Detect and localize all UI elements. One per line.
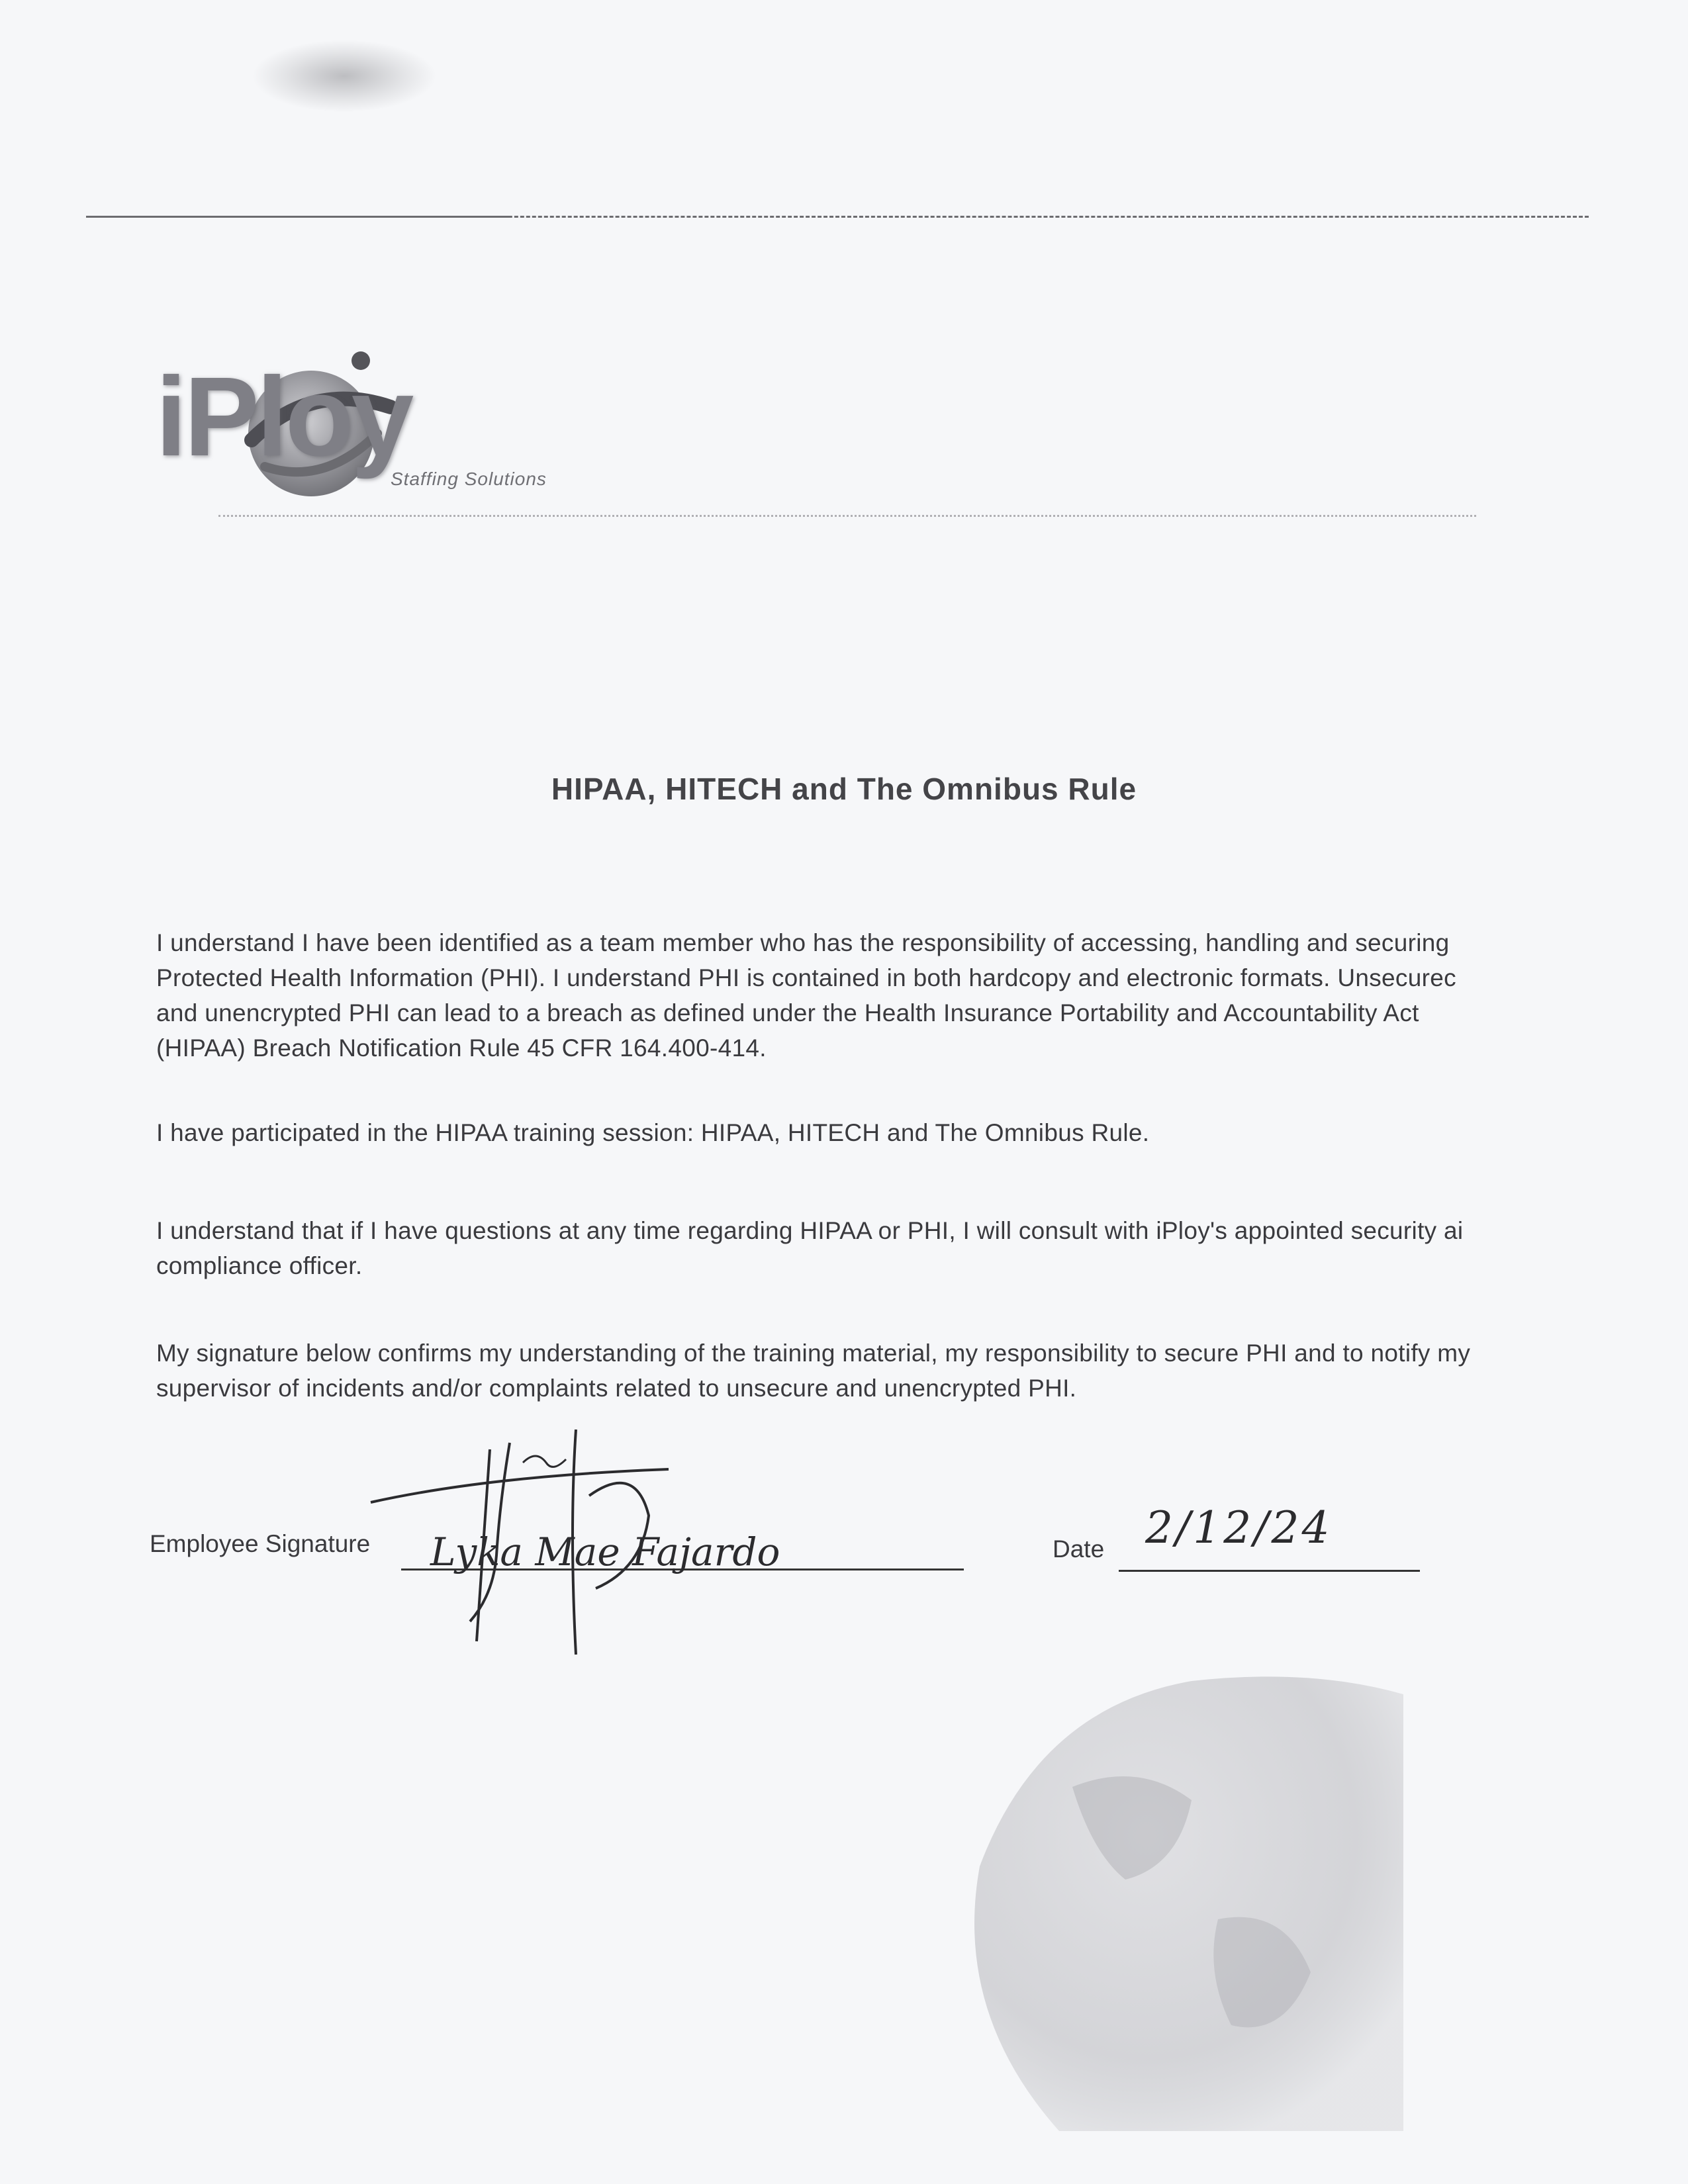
logo-divider bbox=[218, 515, 1476, 517]
date-line bbox=[1119, 1570, 1420, 1572]
document-title: HIPAA, HITECH and The Omnibus Rule bbox=[551, 772, 1137, 806]
signature-printed-name: Lyka Mae Fajardo bbox=[430, 1529, 780, 1574]
logo-wordmark: iPloy bbox=[156, 354, 412, 480]
employee-signature-label: Employee Signature bbox=[150, 1530, 371, 1557]
paragraph-line: I have participated in the HIPAA training session: HIPAA, HITECH and The Omnibus Rule. bbox=[156, 1119, 1150, 1146]
paragraph-training bbox=[156, 1115, 1679, 1150]
paragraph-line: My signature below confirms my understanding of the training material, my responsibility to secure PHI and to notify my bbox=[156, 1340, 1471, 1367]
logo-tagline: Staffing Solutions bbox=[391, 469, 547, 489]
handwritten-date: 2/12/24 bbox=[1145, 1502, 1333, 1553]
globe-watermark-icon bbox=[940, 1668, 1403, 2148]
paragraph-line: compliance officer. bbox=[156, 1252, 363, 1279]
paragraph-line: I understand I have been identified as a team member who has the responsibility of accessing, handling and securing bbox=[156, 929, 1450, 956]
paragraph-responsibility bbox=[156, 925, 1679, 1066]
date-label: Date bbox=[1053, 1535, 1105, 1563]
handwritten-signature bbox=[357, 1423, 821, 1664]
scan-smudge bbox=[252, 40, 437, 113]
paragraph-line: supervisor of incidents and/or complaints related to unsecure and unencrypted PHI. bbox=[156, 1375, 1077, 1402]
paragraph-line: I understand that if I have questions at any time regarding HIPAA or PHI, I will consult with iPloy's appointed security ai bbox=[156, 1217, 1464, 1244]
paragraph-line: and unencrypted PHI can lead to a breach as defined under the Health Insurance Portability and Accountability Act bbox=[156, 999, 1419, 1026]
scan-artifact-line-solid bbox=[86, 216, 510, 218]
paragraph-questions bbox=[156, 1213, 1679, 1283]
paragraph-signature-confirmation bbox=[156, 1336, 1679, 1406]
paragraph-line: Protected Health Information (PHI). I understand PHI is contained in both hardcopy and electronic formats. Unsecurec bbox=[156, 964, 1456, 991]
paragraph-line: (HIPAA) Breach Notification Rule 45 CFR 164.400-414. bbox=[156, 1034, 767, 1062]
